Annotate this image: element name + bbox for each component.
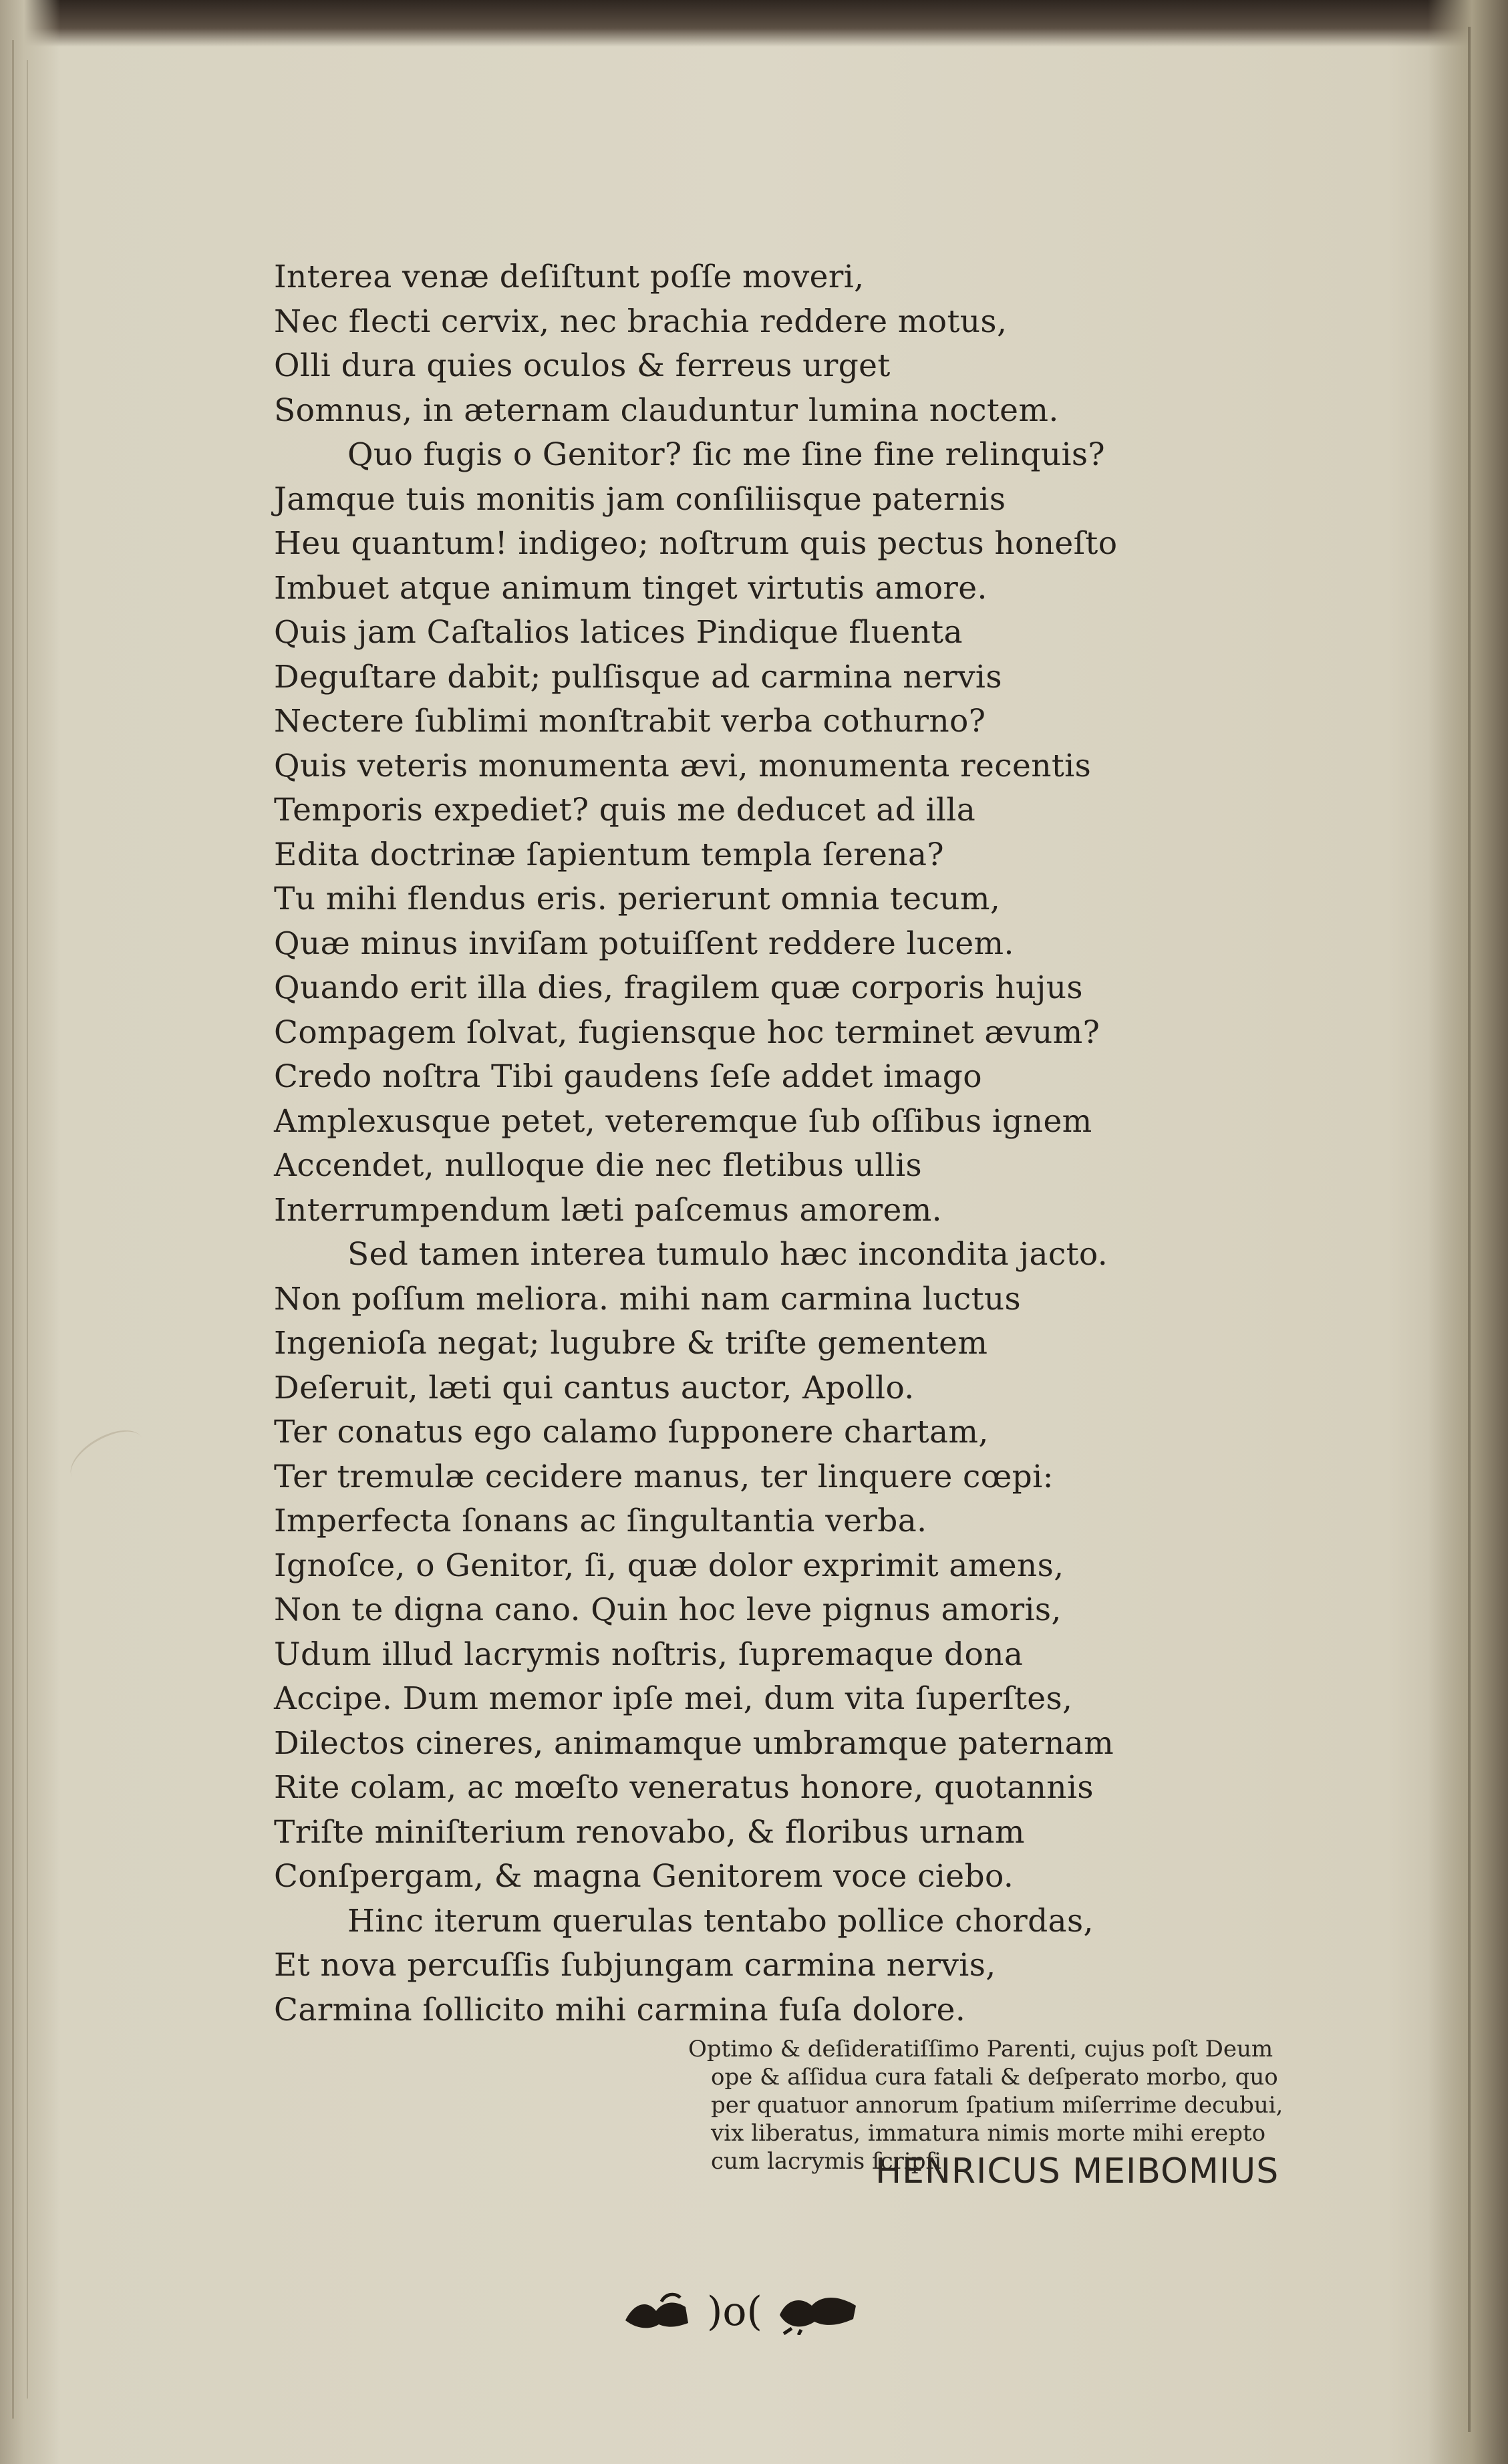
poem-line: Amplexusque petet, veteremque ſub oſſibus ignem: [274, 1102, 1092, 1140]
poem-line: Carmina ſollicito mihi carmina fuſa dolore.: [274, 1991, 966, 2028]
left-fleuron-icon: [621, 2288, 695, 2335]
poem-line: Quis jam Caſtalios latices Pindique fluenta: [274, 614, 963, 651]
dedication-line: cum lacrymis ſcripſi: [711, 2148, 941, 2175]
poem-line: Imbuet atque animum tinget virtutis amore.: [274, 569, 988, 607]
page-ornament: [621, 2282, 942, 2342]
poem-line: Compagem ſolvat, fugiensque hoc terminet ævum?: [274, 1014, 1100, 1051]
poem-line: Deguſtare dabit; pulſisque ad carmina nervis: [274, 658, 1002, 696]
poem-line: Conſpergam, & magna Genitorem voce ciebo.: [274, 1858, 1014, 1895]
poem-line: Interrumpendum læti paſcemus amorem.: [274, 1191, 943, 1229]
poem-line: Ter conatus ego calamo ſupponere chartam,: [274, 1414, 989, 1450]
poem-line: Sed tamen interea tumulo hæc incondita jacto.: [347, 1236, 1108, 1273]
ornament-text: )o(: [707, 2288, 762, 2335]
poem-text: [274, 255, 1209, 2032]
poem-line: Quis veteris monumenta ævi, monumenta recentis: [274, 747, 1092, 784]
dedication-line: per quatuor annorum ſpatium miſerrime decubui,: [711, 2092, 1284, 2119]
poem-line: Ignoſce, o Genitor, ſi, quæ dolor exprimit amens,: [274, 1547, 1064, 1584]
poem-line: Temporis expediet? quis me deducet ad illa: [274, 792, 976, 828]
poem-line: Edita doctrinæ ſapientum templa ſerena?: [274, 836, 944, 873]
poem-line: Udum illud lacrymis noſtris, ſupremaque dona: [274, 1636, 1024, 1673]
poem-line: Tu mihi flendus eris. perierunt omnia tecum,: [274, 881, 1001, 917]
poem-line: Quæ minus inviſam potuiſſent reddere lucem.: [274, 925, 1014, 962]
paper-crease: [61, 1419, 152, 1496]
poem-line: Nectere ſublimi monſtrabit verba cothurno?: [274, 703, 986, 740]
poem-line: Imperfecta ſonans ac ſingultantia verba.: [274, 1503, 927, 1539]
poem-line: Credo noſtra Tibi gaudens ſeſe addet imago: [274, 1058, 982, 1095]
poem-line: Et nova percuſſis ſubjungam carmina nervis,: [274, 1947, 996, 1984]
poem-line: Quo fugis o Genitor? ſic me ſine fine relinquis?: [347, 436, 1106, 473]
poem-line: Accipe. Dum memor ipſe mei, dum vita ſuperſtes,: [274, 1680, 1073, 1717]
poem-line: Interea venæ deſiſtunt poſſe moveri,: [274, 259, 865, 295]
dedication-line: Optimo & deſideratiſſimo Parenti, cujus poſt Deum: [688, 2036, 1273, 2062]
poem-line: Rite colam, ac mœſto veneratus honore, quotannis: [274, 1769, 1094, 1806]
poem-line: Ingenioſa negat; lugubre & triſte gementem: [274, 1325, 988, 1362]
poem-line: Non te digna cano. Quin hoc leve pignus amoris,: [274, 1591, 1062, 1628]
poem-line: Olli dura quies oculos & ferreus urget: [274, 347, 891, 384]
binding-edge-left: [0, 0, 60, 2464]
top-shadow: [0, 0, 1508, 47]
dedication-line: vix liberatus, immatura nimis morte mihi erepto: [711, 2120, 1266, 2147]
poem-line: Dilectos cineres, animamque umbramque paternam: [274, 1724, 1114, 1762]
poem-line: Hinc iterum querulas tentabo pollice chordas,: [347, 1902, 1094, 1940]
poem-line: Somnus, in æternam clauduntur lumina noctem.: [274, 392, 1059, 429]
poem-line: Triſte miniſterium renovabo, & floribus urnam: [274, 1813, 1025, 1851]
poem-line: Ter tremulæ cecidere manus, ter linquere cœpi:: [274, 1458, 1054, 1495]
poem-line: Non poſſum meliora. mihi nam carmina luctus: [274, 1280, 1022, 1318]
poem-line: Nec flecti cervix, nec brachia reddere motus,: [274, 303, 1008, 340]
poem-line: Heu quantum! indigeo; noſtrum quis pectus honeſto: [274, 525, 1118, 562]
poem-line: Jamque tuis monitis jam conſiliisque paternis: [274, 480, 1006, 518]
page-edge-right: [1428, 0, 1508, 2464]
poem-line: Deſeruit, læti qui cantus auctor, Apollo.: [274, 1369, 915, 1406]
author-signature: HENRICUS MEIBOMIUS: [875, 2151, 1279, 2191]
right-fleuron-icon: [774, 2288, 861, 2335]
poem-line: Quando erit illa dies, fragilem quæ corporis hujus: [274, 969, 1083, 1006]
dedication-line: ope & aſſidua cura fatali & deſperato morbo, quo: [711, 2064, 1278, 2091]
poem-line: Accendet, nulloque die nec fletibus ullis: [274, 1147, 923, 1184]
